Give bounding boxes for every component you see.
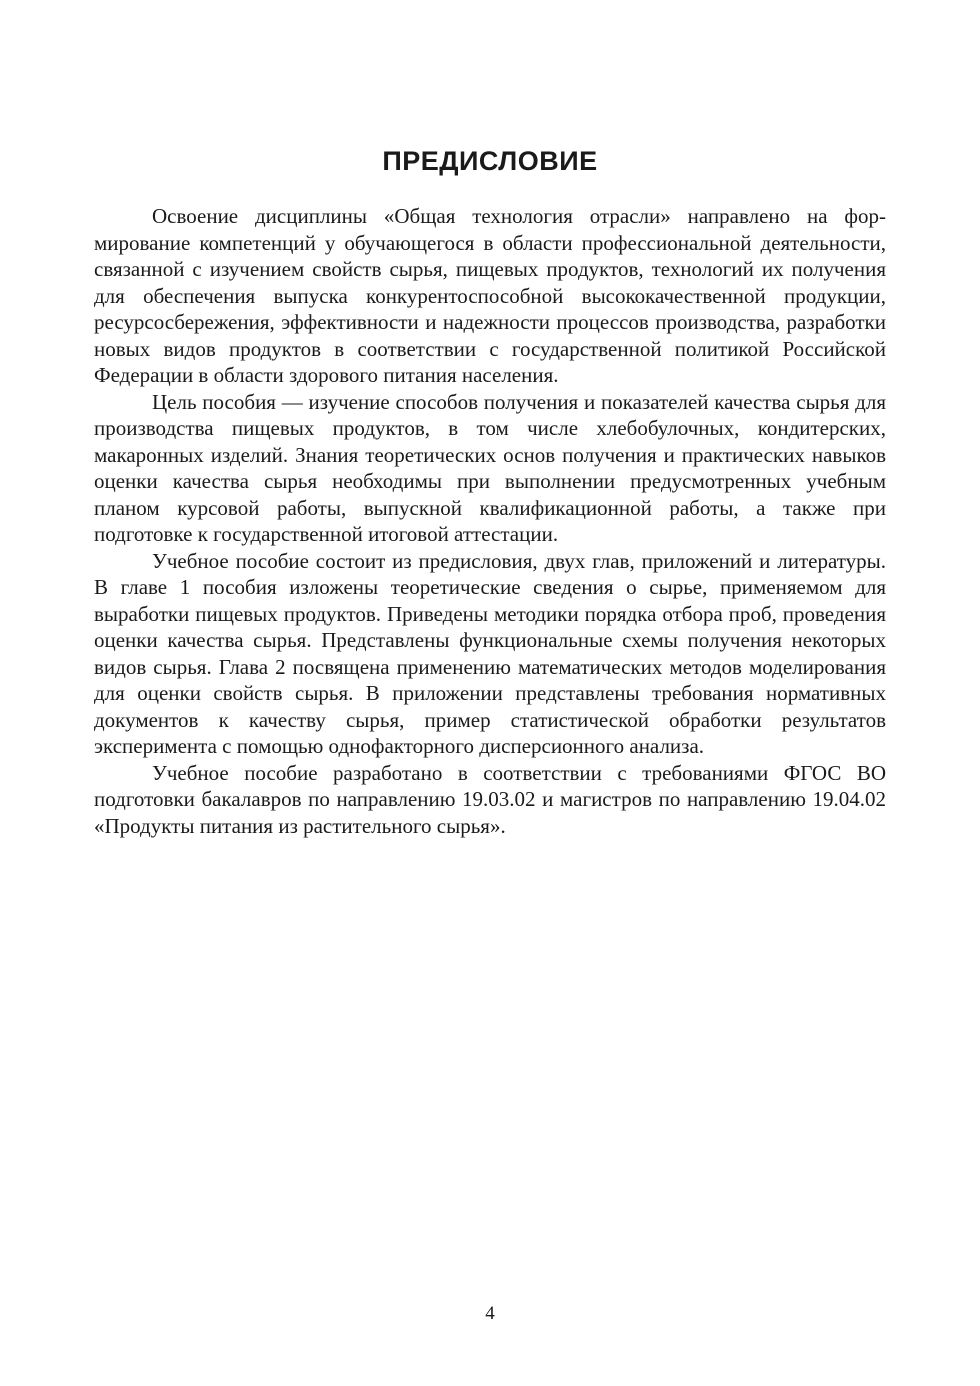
page-title: ПРЕДИСЛОВИЕ (382, 146, 598, 176)
paragraph-1: Освоение дисциплины «Общая технология отрасли» направлено на формирование компетенций у обучающегося в области профессиональной деятельности, связанной с изучением свойств сырья, пищевых продуктов, технологий их получения для обеспечения выпуска конкурентоспособной высококачественной продукции, ресурсосбережения, эффективности и надежности процессов производства, разработки новых видов продуктов в соответствии с государственной политикой Российской Федерации в области здорового питания населения. (94, 204, 886, 387)
paragraph-4: Учебное пособие разработано в соответствии с требованиями ФГОС ВО подготовки бакалавров по направлению 19.03.02 и магистров по направлению 19.04.02 «Продукты питания из растительного сырья». (94, 760, 886, 838)
paragraph-3: Учебное пособие состоит из предисловия, двух глав, приложений и литературы. В главе 1 пособия изложены теоретические сведения о сырье, применяемом для выработки пищевых продуктов. Приведены методики порядка отбора проб, проведения оценки качества сырья. Представлены функциональные схемы получения некоторых видов сырья. Глава 2 посвящена применению математических методов моделирования для оценки свойств сырья. В приложении представлены требования нормативных документов к качеству сырья, пример статистической обработки результатов эксперимента с помощью однофакторного дисперсионного анализа. (94, 548, 886, 758)
page-number: 4 (485, 1303, 495, 1324)
preface-body (94, 203, 886, 839)
paragraph-2: Цель пособия — изучение способов получения и показателей качества сырья для производства пищевых продуктов, в том числе хлебобулочных, кондитерских, макаронных изделий. Знания теоретических основ получения и практических навыков оценки качества сырья необходимы при выполнении предусмотренных учебным планом курсовой работы, выпускной квалификационной работы, а также при подготовке к государственной итоговой аттестации. (94, 389, 886, 546)
